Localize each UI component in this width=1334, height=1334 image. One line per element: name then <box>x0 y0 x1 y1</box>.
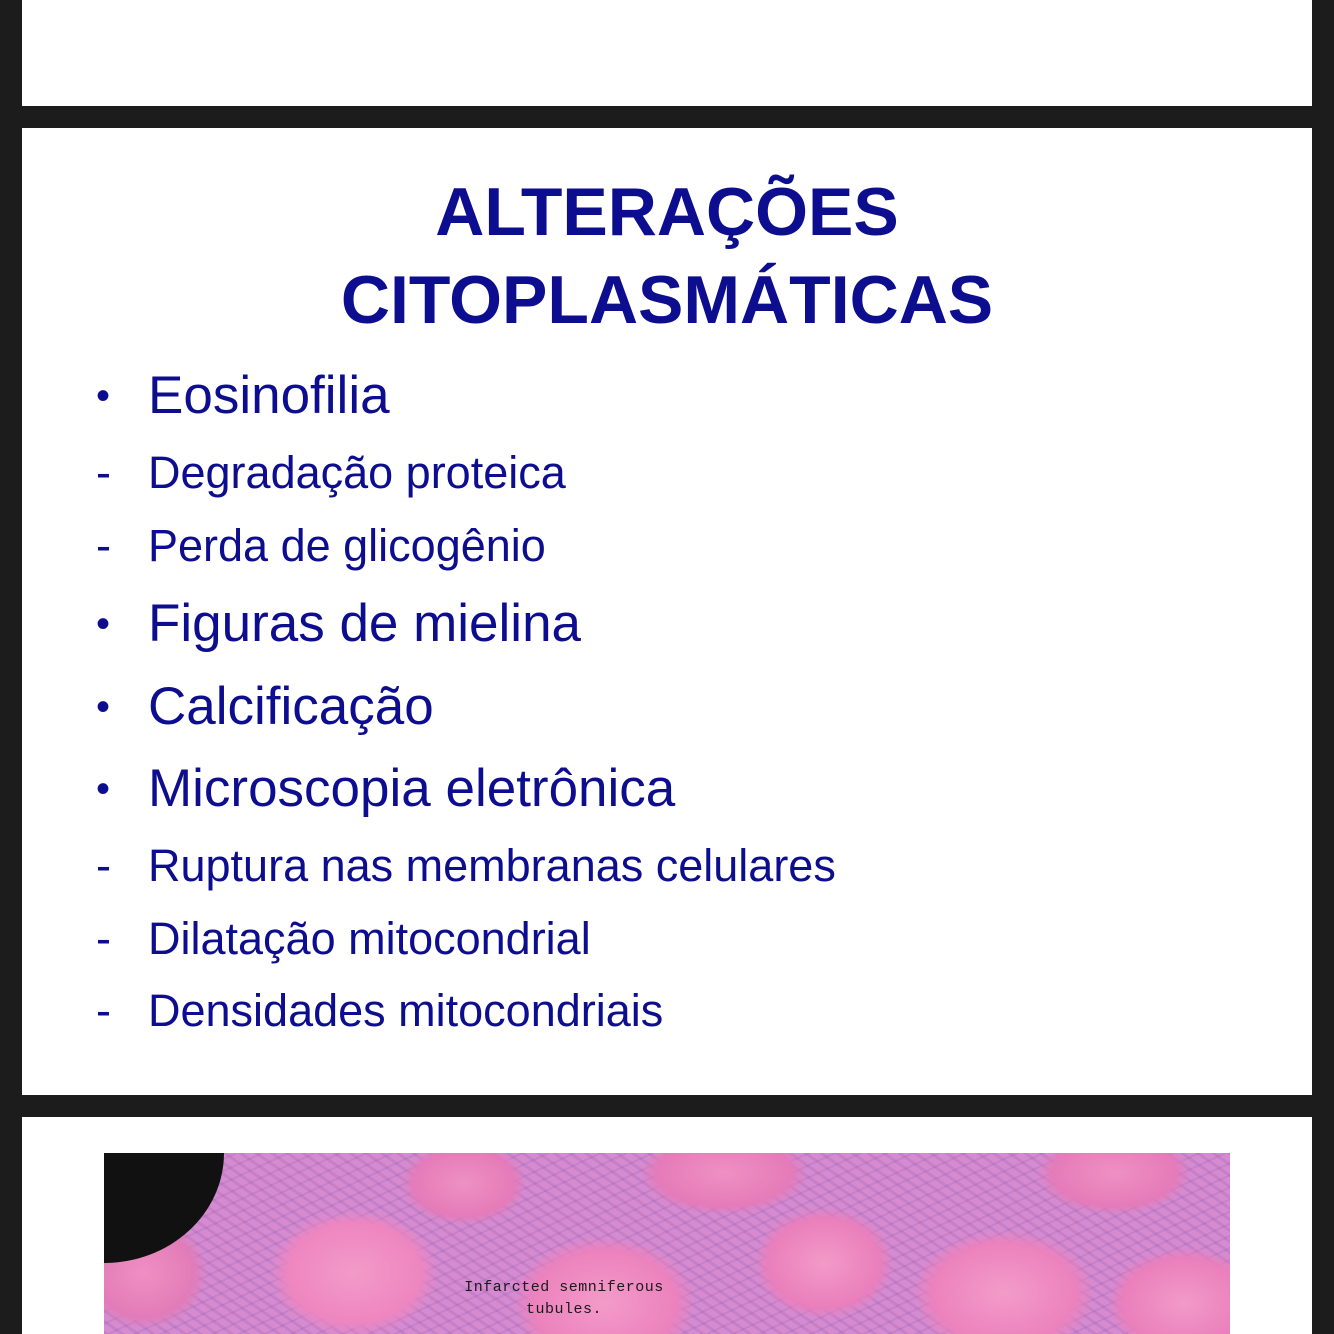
image-caption-line-1: Infarcted semniferous <box>464 1279 664 1296</box>
list-item-text: Perda de glicogênio <box>148 520 546 571</box>
dash-marker: - <box>96 913 111 964</box>
current-slide[interactable] <box>22 128 1312 1095</box>
dash-marker: - <box>96 520 111 571</box>
bullet-marker: • <box>96 602 111 646</box>
dash-marker: - <box>96 985 111 1036</box>
list-item <box>22 985 1312 1037</box>
list-item-text: Degradação proteica <box>148 447 566 498</box>
list-item <box>22 366 1312 426</box>
previous-slide[interactable] <box>22 0 1312 106</box>
list-item <box>22 594 1312 654</box>
slide-title-line-2: CITOPLASMÁTICAS <box>340 262 994 338</box>
bullet-list <box>22 128 1312 1095</box>
histology-image <box>104 1153 1230 1334</box>
list-item <box>22 447 1312 499</box>
bullet-marker: • <box>96 374 111 418</box>
list-item <box>22 520 1312 572</box>
slide-title-line-1: ALTERAÇÕES <box>435 174 899 250</box>
list-item-text: Figuras de mielina <box>148 594 582 653</box>
list-item <box>22 759 1312 819</box>
list-item <box>22 840 1312 892</box>
list-item-text: Microscopia eletrônica <box>148 759 676 818</box>
list-item-text: Dilatação mitocondrial <box>148 913 591 964</box>
list-item <box>22 677 1312 737</box>
dash-marker: - <box>96 840 111 891</box>
next-slide[interactable] <box>22 1117 1312 1334</box>
bullet-marker: • <box>96 767 111 811</box>
microscope-vignette <box>104 1153 224 1263</box>
list-item-text: Eosinofilia <box>148 366 390 425</box>
list-item <box>22 913 1312 965</box>
list-item-text: Calcificação <box>148 677 434 736</box>
list-item-text: Densidades mitocondriais <box>148 985 664 1036</box>
image-caption-line-2: tubules. <box>525 1301 602 1318</box>
dash-marker: - <box>96 447 111 498</box>
list-item-text: Ruptura nas membranas celulares <box>148 840 836 891</box>
image-caption <box>444 1277 684 1321</box>
bullet-marker: • <box>96 685 111 729</box>
